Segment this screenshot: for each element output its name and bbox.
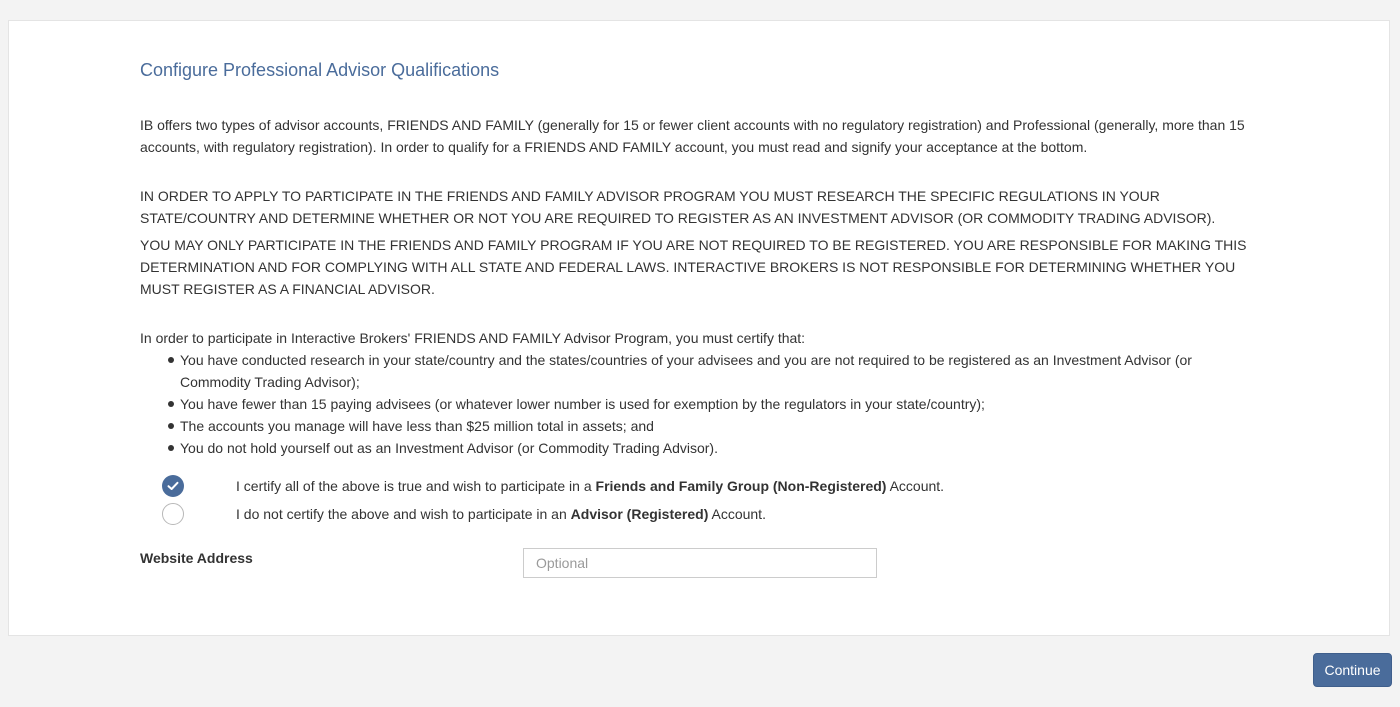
friends-family-label[interactable]	[236, 477, 944, 495]
registered-label[interactable]	[236, 505, 766, 523]
registered-label-suffix: Account.	[708, 506, 766, 522]
certification-item-holding-out: You do not hold yourself out as an Investment Advisor (or Commodity Trading Advisor).	[180, 437, 1255, 459]
certification-item-advisees: You have fewer than 15 paying advisees (or whatever lower number is used for exemption by the regulators in your state/country);	[180, 393, 1255, 415]
continue-button[interactable]: Continue	[1313, 653, 1392, 687]
certification-list	[140, 349, 1255, 459]
certification-item-assets: The accounts you manage will have less than $25 million total in assets; and	[180, 415, 1255, 437]
regulation-notice-paragraph: IN ORDER TO APPLY TO PARTICIPATE IN THE FRIENDS AND FAMILY ADVISOR PROGRAM YOU MUST RESEARCH THE SPECIFIC REGULATIONS IN YOUR STATE/COUNTRY AND DETERMINE WHETHER OR NOT YOU ARE REQUIRED TO REGISTER AS AN INVESTMENT ADVISOR (OR COMMODITY TRADING ADVISOR).	[140, 188, 1216, 226]
checkmark-icon	[167, 481, 179, 491]
friends-family-radio[interactable]	[162, 475, 184, 497]
page-title: Configure Professional Advisor Qualifications	[140, 60, 500, 80]
responsibility-notice-paragraph: YOU MAY ONLY PARTICIPATE IN THE FRIENDS AND FAMILY PROGRAM IF YOU ARE NOT REQUIRED TO BE REGISTERED. YOU ARE RESPONSIBLE FOR MAKING THIS DETERMINATION AND FOR COMPLYING WITH ALL STATE AND FEDERAL LAWS. INTERACTIVE BROKERS IS NOT RESPONSIBLE FOR DETERMINING WHETHER YOU MUST REGISTER AS A FINANCIAL ADVISOR.	[140, 237, 1247, 297]
registered-radio[interactable]	[162, 503, 184, 525]
registered-label-prefix: I do not certify the above and wish to participate in an	[236, 506, 571, 522]
registered-label-account-type: Advisor (Registered)	[570, 506, 709, 522]
website-address-label: Website Address	[140, 550, 253, 566]
website-address-input[interactable]	[523, 548, 877, 578]
certification-item-research: You have conducted research in your state/country and the states/countries of your advisees and you are not required to be registered as an Investment Advisor (or Commodity Trading Advisor);	[180, 349, 1255, 393]
friends-family-label-suffix: Account.	[886, 478, 945, 494]
certify-intro-paragraph: In order to participate in Interactive Brokers' FRIENDS AND FAMILY Advisor Program, you must certify that:	[140, 330, 806, 346]
qualifications-card	[8, 20, 1390, 636]
intro-paragraph: IB offers two types of advisor accounts, FRIENDS AND FAMILY (generally for 15 or fewer client accounts with no regulatory registration) and Professional (generally, more than 15 accounts, with regulatory registration). In order to qualify for a FRIENDS AND FAMILY account, you must read and signify your acceptance at the bottom.	[140, 117, 1245, 155]
friends-family-label-account-type: Friends and Family Group (Non-Registered)	[595, 478, 887, 494]
friends-family-label-prefix: I certify all of the above is true and wish to participate in a	[236, 478, 596, 494]
